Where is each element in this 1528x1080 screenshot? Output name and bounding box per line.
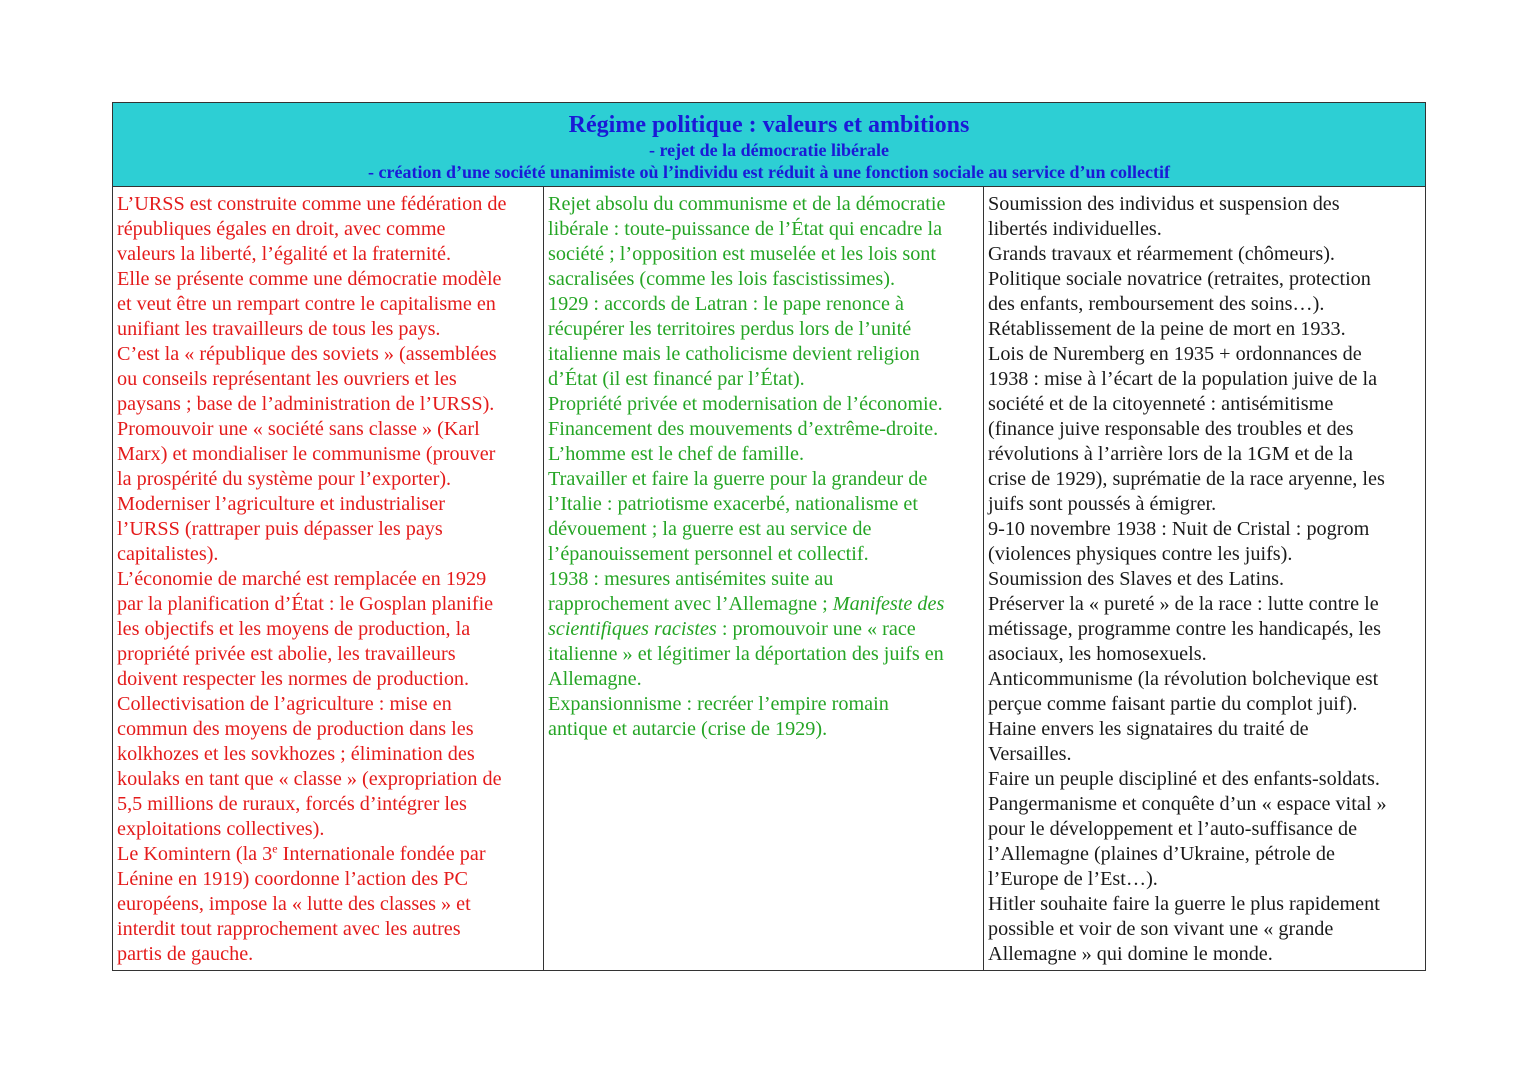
allemagne-text-line: Soumission des Slaves et des Latins. <box>988 568 1285 590</box>
komintern-text: Internationale fondée par <box>277 843 486 865</box>
italie-text: rapprochement avec l’Allemagne ; <box>548 593 833 615</box>
allemagne-text-line: Politique sociale novatrice (retraites, protection <box>988 268 1371 290</box>
italie-text-line: Propriété privée et modernisation de l’économie. <box>548 393 943 415</box>
italie-text-line: Rejet absolu du communisme et de la démocratie <box>548 193 946 215</box>
urss-text-line: koulaks en tant que « classe » (expropriation de <box>117 768 502 790</box>
urss-text-line: commun des moyens de production dans les <box>117 718 474 740</box>
allemagne-text-line: 9-10 novembre 1938 : Nuit de Cristal : pogrom <box>988 518 1370 540</box>
allemagne-text-line: possible et voir de son vivant une « grande <box>988 918 1334 940</box>
column-urss <box>113 187 544 971</box>
allemagne-text-line: juifs sont poussés à émigrer. <box>988 493 1217 515</box>
allemagne-text-line: des enfants, remboursement des soins…). <box>988 293 1325 315</box>
italie-text-line: L’homme est le chef de famille. <box>548 443 804 465</box>
italie-text-line: Travailler et faire la guerre pour la grandeur de <box>548 468 928 490</box>
urss-komintern-line <box>117 842 543 867</box>
italie-text-line: l’épanouissement personnel et collectif. <box>548 543 869 565</box>
italie-text-line: Expansionnisme : recréer l’empire romain <box>548 693 889 715</box>
italie-text-line: l’Italie : patriotisme exacerbé, nationalisme et <box>548 493 918 515</box>
italie-text-line: d’État (il est financé par l’État). <box>548 368 805 390</box>
italie-text-line: italienne » et légitimer la déportation des juifs en <box>548 643 944 665</box>
urss-text-line: 5,5 millions de ruraux, forcés d’intégrer les <box>117 793 467 815</box>
allemagne-text-line: Grands travaux et réarmement (chômeurs). <box>988 243 1335 265</box>
urss-text-line: européens, impose la « lutte des classes » et <box>117 893 471 915</box>
urss-text-line: républiques égales en droit, avec comme <box>117 218 446 240</box>
allemagne-text-line: société et de la citoyenneté : antisémitisme <box>988 393 1334 415</box>
header-row <box>113 103 1426 187</box>
allemagne-text-line: Lois de Nuremberg en 1935 + ordonnances de <box>988 343 1362 365</box>
urss-text-line: propriété privée est abolie, les travailleurs <box>117 643 456 665</box>
italie-text-line: libérale : toute-puissance de l’État qui encadre la <box>548 218 943 240</box>
table-subtitle-1: - rejet de la démocratie libérale <box>648 140 890 160</box>
urss-text-line: Lénine en 1919) coordonne l’action des PC <box>117 868 468 890</box>
urss-text-line: exploitations collectives). <box>117 818 325 840</box>
allemagne-text-line: Anticommunisme (la révolution bolchevique est <box>988 668 1379 690</box>
urss-text-line: les objectifs et les moyens de production, la <box>117 618 471 640</box>
table-subtitle-2: - création d’une société unanimiste où l’individu est réduit à une fonction sociale au service d’un collectif <box>368 162 1170 182</box>
allemagne-text-line: Haine envers les signataires du traité de <box>988 718 1309 740</box>
column-italie <box>544 187 984 971</box>
urss-text-line: par la planification d’État : le Gosplan planifie <box>117 593 494 615</box>
allemagne-text-line: asociaux, les homosexuels. <box>988 643 1207 665</box>
allemagne-text-line: l’Europe de l’Est…). <box>988 868 1158 890</box>
table-title: Régime politique : valeurs et ambitions <box>568 112 970 138</box>
italie-text-line: italienne mais le catholicisme devient religion <box>548 343 920 365</box>
urss-text-line: kolkhozes et les sovkhozes ; élimination des <box>117 743 475 765</box>
komintern-text: Le Komintern (la 3 <box>117 843 273 865</box>
urss-text-line: L’économie de marché est remplacée en 1929 <box>117 568 487 590</box>
content-row <box>113 187 1426 971</box>
allemagne-text-line: perçue comme faisant partie du complot juif). <box>988 693 1358 715</box>
urss-text-line: ou conseils représentant les ouvriers et les <box>117 368 457 390</box>
italie-text-line: Allemagne. <box>548 668 642 690</box>
urss-text-line: Moderniser l’agriculture et industrialiser <box>117 493 445 515</box>
urss-text-line: Marx) et mondialiser le communisme (prouver <box>117 443 496 465</box>
urss-text-line: interdit tout rapprochement avec les autres <box>117 918 461 940</box>
italie-text-line: société ; l’opposition est muselée et les lois sont <box>548 243 936 265</box>
manifeste-title: scientifiques racistes <box>548 618 717 640</box>
italie-text-line: antique et autarcie (crise de 1929). <box>548 718 828 740</box>
allemagne-text-line: crise de 1929), suprématie de la race aryenne, les <box>988 468 1385 490</box>
allemagne-text-line: l’Allemagne (plaines d’Ukraine, pétrole de <box>988 843 1335 865</box>
urss-text-line: Elle se présente comme une démocratie modèle <box>117 268 502 290</box>
allemagne-text-line: pour le développement et l’auto-suffisance de <box>988 818 1358 840</box>
allemagne-text-line: Hitler souhaite faire la guerre le plus rapidement <box>988 893 1380 915</box>
urss-text-line: L’URSS est construite comme une fédération de <box>117 193 507 215</box>
italie-scientifiques-line <box>548 617 983 642</box>
urss-text-line: unifiant les travailleurs de tous les pays. <box>117 318 441 340</box>
allemagne-text-line: 1938 : mise à l’écart de la population juive de la <box>988 368 1378 390</box>
urss-text-line: paysans ; base de l’administration de l’URSS). <box>117 393 495 415</box>
allemagne-text-line: Faire un peuple discipliné et des enfants-soldats. <box>988 768 1380 790</box>
allemagne-text-line: Pangermanisme et conquête d’un « espace vital » <box>988 793 1387 815</box>
italie-text-line: 1938 : mesures antisémites suite au <box>548 568 834 590</box>
allemagne-text-line: Soumission des individus et suspension des <box>988 193 1340 215</box>
ordinal-superscript: e <box>272 841 278 856</box>
italie-manifeste-line <box>548 592 983 617</box>
allemagne-text-line: Versailles. <box>988 743 1072 765</box>
italie-text-line: récupérer les territoires perdus lors de l’unité <box>548 318 912 340</box>
urss-text-line: capitalistes). <box>117 543 219 565</box>
allemagne-text-line: (violences physiques contre les juifs). <box>988 543 1293 565</box>
column-allemagne <box>984 187 1426 971</box>
urss-text-line: valeurs la liberté, l’égalité et la fraternité. <box>117 243 452 265</box>
urss-text-line: Promouvoir une « société sans classe » (Karl <box>117 418 480 440</box>
urss-text-line: l’URSS (rattraper puis dépasser les pays <box>117 518 443 540</box>
italie-text-line: Financement des mouvements d’extrême-droite. <box>548 418 939 440</box>
urss-text-line: et veut être un rempart contre le capitalisme en <box>117 293 496 315</box>
italie-text-line: sacralisées (comme les lois fascistissimes). <box>548 268 896 290</box>
italie-text-line: dévouement ; la guerre est au service de <box>548 518 872 540</box>
table-header-cell <box>113 103 1426 187</box>
urss-text-line: C’est la « république des soviets » (assemblées <box>117 343 497 365</box>
allemagne-text-line: Préserver la « pureté » de la race : lutte contre le <box>988 593 1379 615</box>
regime-table <box>112 102 1426 971</box>
urss-text-line: partis de gauche. <box>117 943 254 965</box>
urss-text-line: Collectivisation de l’agriculture : mise en <box>117 693 452 715</box>
allemagne-text-line: Rétablissement de la peine de mort en 1933. <box>988 318 1346 340</box>
italie-text-line: 1929 : accords de Latran : le pape renonce à <box>548 293 904 315</box>
urss-text-line: la prospérité du système pour l’exporter). <box>117 468 452 490</box>
allemagne-text-line: (finance juive responsable des troubles et des <box>988 418 1354 440</box>
allemagne-text-line: révolutions à l’arrière lors de la 1GM et de la <box>988 443 1353 465</box>
manifeste-title: Manifeste des <box>832 593 945 615</box>
italie-text: : promouvoir une « race <box>716 618 916 640</box>
allemagne-text-line: métissage, programme contre les handicapés, les <box>988 618 1381 640</box>
urss-text-line: doivent respecter les normes de production. <box>117 668 470 690</box>
allemagne-text-line: Allemagne » qui domine le monde. <box>988 943 1273 965</box>
allemagne-text-line: libertés individuelles. <box>988 218 1162 240</box>
